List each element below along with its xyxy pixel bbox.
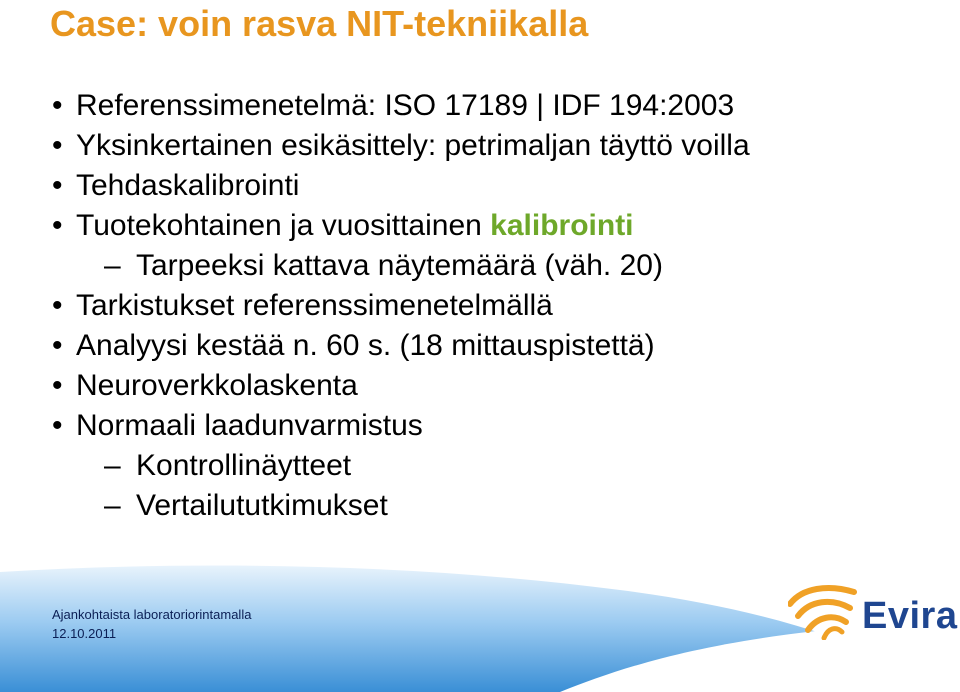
bullet-text: Normaali laadunvarmistus [76,409,423,442]
bullet-item [52,286,952,326]
bullet-dot-icon: • [52,209,63,242]
bullet-text: Tarpeeksi kattava näytemäärä (väh. 20) [136,249,663,282]
bullet-item [52,446,952,486]
bullet-text: Tuotekohtainen ja vuosittainen [76,209,491,242]
bullet-text: Analyysi kestää n. 60 s. (18 mittauspistettä) [76,329,655,362]
bullet-dot-icon: • [52,129,63,162]
bullet-item [52,366,952,406]
bullet-text: Yksinkertainen esikäsittely: petrimaljan täyttö voilla [76,129,750,162]
bullet-text: Kontrollinäytteet [136,449,352,482]
bullet-text: Neuroverkkolaskenta [76,369,358,402]
evira-swirl-logo-icon [788,582,858,640]
bullet-dash-icon: – [104,449,121,482]
bullet-dot-icon: • [52,329,63,362]
footer-title: Ajankohtaista laboratoriorintamalla [52,607,252,622]
bullet-item [52,326,952,366]
footer-date: 12.10.2011 [52,626,117,641]
bullet-item [52,166,952,206]
bullet-item [52,126,952,166]
bullet-text: Referenssimenetelmä: ISO 17189 | IDF 194:2003 [76,89,735,122]
bullet-dot-icon: • [52,409,63,442]
bullet-item [52,406,952,446]
bullet-item [52,486,952,526]
bullet-item [52,86,952,126]
slide-title: Case: voin rasva NIT-tekniikalla [50,3,589,44]
bullet-item [52,206,952,246]
bullet-text: Vertailututkimukset [136,489,388,522]
bullet-dot-icon: • [52,169,63,202]
evira-logo-text: Evira [862,595,958,637]
bullet-item [52,246,952,286]
bullet-dash-icon: – [104,249,121,282]
bullet-text: Tehdaskalibrointi [76,169,300,202]
bullet-dot-icon: • [52,289,63,322]
bullet-list [52,86,952,526]
bullet-dot-icon: • [52,89,63,122]
bullet-dash-icon: – [104,489,121,522]
bullet-dot-icon: • [52,369,63,402]
bullet-highlight-text: kalibrointi [490,209,634,242]
bullet-text: Tarkistukset referenssimenetelmällä [76,289,553,322]
